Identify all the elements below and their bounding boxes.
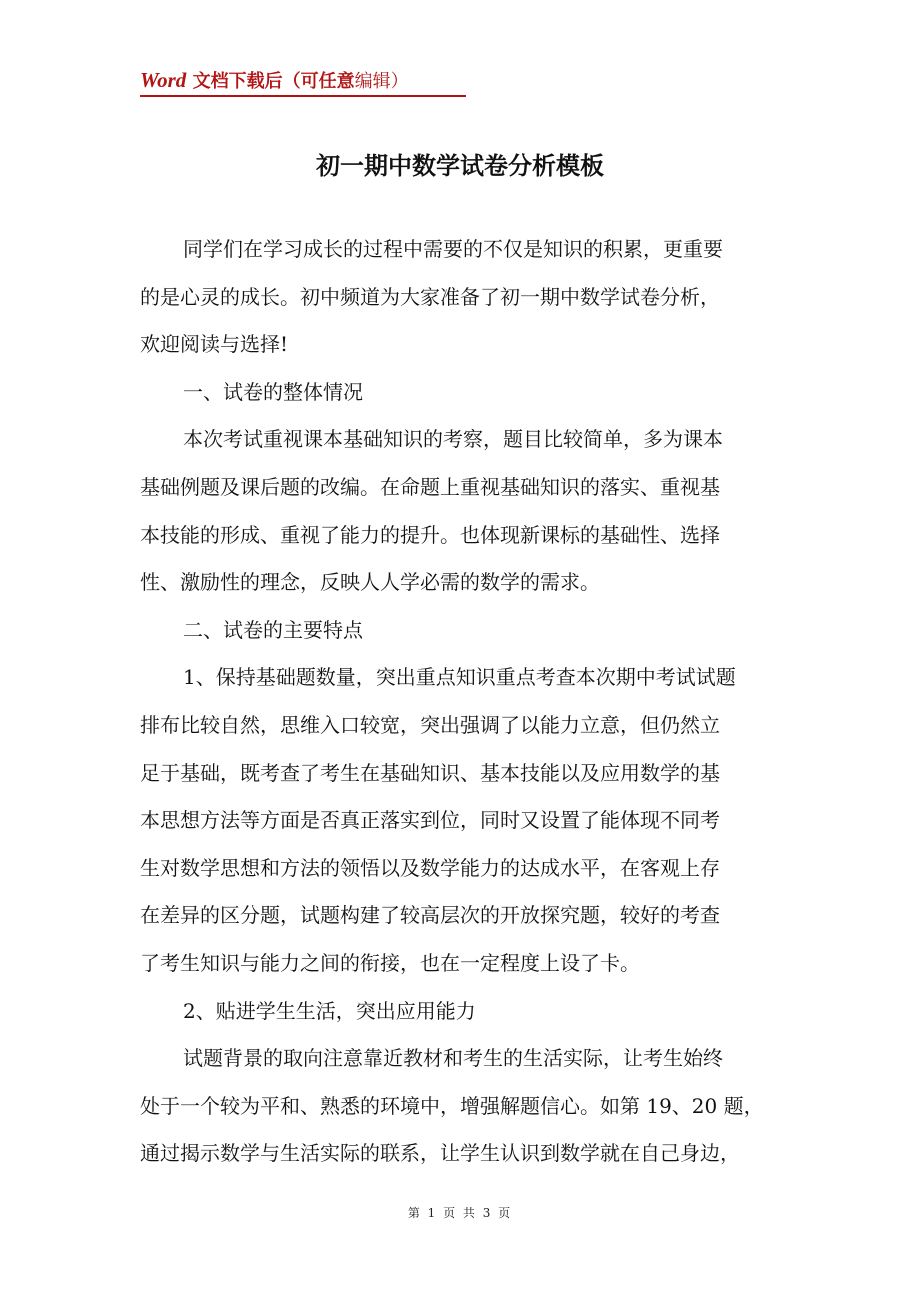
header-word: Word (140, 68, 187, 92)
paragraph-line: 的是心灵的成长。初中频道为大家准备了初一期中数学试卷分析， (140, 284, 720, 309)
paragraph-line: 本思想方法等方面是否真正落实到位，同时又设置了能体现不同考 (140, 808, 720, 833)
paragraph-line: 试题背景的取向注意靠近教材和考生的生活实际，让考生始终 (183, 1046, 723, 1071)
header-underline (140, 95, 466, 97)
paragraph-line: 本技能的形成、重视了能力的提升。也体现新课标的基础性、选择 (140, 522, 720, 547)
document-title: 初一期中数学试卷分析模板 (316, 152, 604, 180)
page-footer: 第 1 页 共 3 页 (407, 1206, 513, 1220)
header-bold-text: 文档下载后（可任意 (186, 71, 355, 92)
download-header (140, 66, 409, 96)
paragraph-line: 本次考试重视课本基础知识的考察，题目比较简单，多为课本 (183, 427, 723, 452)
paragraph-line: 同学们在学习成长的过程中需要的不仅是知识的积累，更重要 (183, 237, 723, 261)
paragraph-line: 基础例题及课后题的改编。在命题上重视基础知识的落实、重视基 (140, 474, 720, 499)
paragraph-line: 性、激励性的理念，反映人人学必需的数学的需求。 (140, 570, 600, 595)
paragraph-line: 在差异的区分题，试题构建了较高层次的开放探究题，较好的考查 (140, 903, 720, 928)
paragraph-line: 足于基础，既考查了考生在基础知识、基本技能以及应用数学的基 (140, 760, 720, 785)
section-heading: 一、试卷的整体情况 (183, 379, 363, 404)
header-tail-text: 编辑） (354, 71, 409, 92)
paragraph-line: 排布比较自然，思维入口较宽，突出强调了以能力立意，但仍然立 (140, 712, 720, 737)
section-heading: 2、贴进学生生活，突出应用能力 (183, 998, 476, 1023)
document-body (140, 226, 795, 1178)
paragraph-line: 了考生知识与能力之间的衔接，也在一定程度上设了卡。 (140, 950, 640, 975)
paragraph-line: 生对数学思想和方法的领悟以及数学能力的达成水平，在客观上存 (140, 855, 720, 880)
paragraph-line: 欢迎阅读与选择! (140, 332, 289, 357)
paragraph-line: 通过揭示数学与生活实际的联系，让学生认识到数学就在自己身边， (140, 1141, 740, 1166)
paragraph-line: 1、保持基础题数量，突出重点知识重点考查本次期中考试试题 (183, 665, 736, 690)
section-heading: 二、试卷的主要特点 (183, 617, 363, 642)
paragraph-line: 处于一个较为平和、熟悉的环境中，增强解题信心。如第 19、20 题， (140, 1093, 764, 1118)
